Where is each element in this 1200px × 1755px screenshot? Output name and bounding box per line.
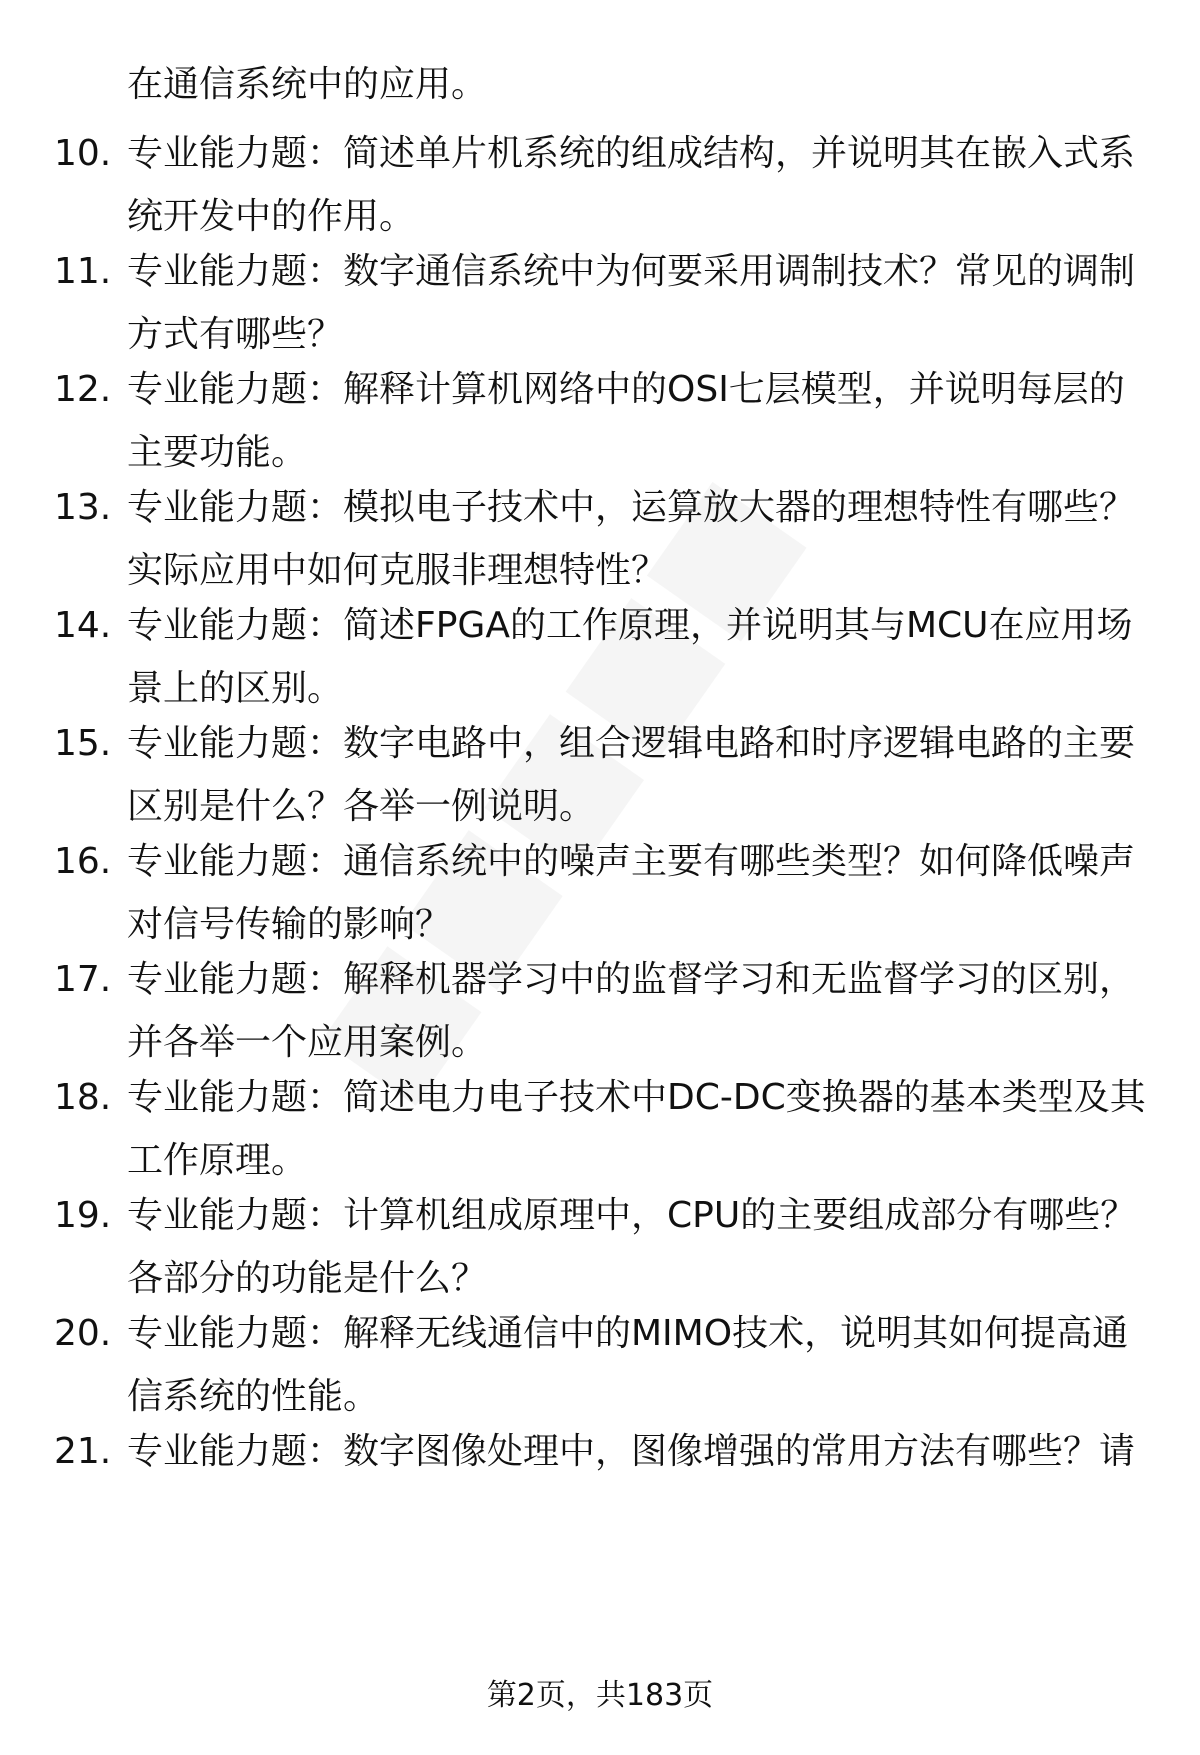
question-text: 专业能力题：模拟电子技术中，运算放大器的理想特性有哪些？ 实际应用中如何克服非理想特性？	[127, 487, 1136, 591]
question-number: 11.	[54, 251, 112, 292]
question-number: 10.	[54, 133, 112, 174]
question-number: 17.	[54, 959, 112, 1000]
question-number: 16.	[54, 841, 112, 882]
question-number: 20.	[54, 1313, 112, 1354]
question-text: 专业能力题：数字电路中，组合逻辑电路和时序逻辑电路的主要 区别是什么？各举一例说明。	[127, 723, 1136, 827]
question-number: 14.	[54, 605, 112, 646]
question-text: 专业能力题：数字图像处理中，图像增强的常用方法有哪些？请	[127, 1431, 1136, 1472]
question-number: 18.	[54, 1077, 112, 1118]
question-text: 专业能力题：解释计算机网络中的OSI七层模型，并说明每层的 主要功能。	[127, 369, 1125, 473]
continued-question-text: 在通信系统中的应用。	[127, 64, 488, 105]
question-text: 专业能力题：简述电力电子技术中DC-DC变换器的基本类型及其 工作原理。	[127, 1077, 1146, 1181]
question-text: 专业能力题：通信系统中的噪声主要有哪些类型？如何降低噪声 对信号传输的影响？	[127, 841, 1136, 945]
page-number-footer: 第2页，共183页	[486, 1678, 714, 1713]
question-number: 13.	[54, 487, 112, 528]
question-number: 15.	[54, 723, 112, 764]
question-text: 专业能力题：计算机组成原理中，CPU的主要组成部分有哪些？ 各部分的功能是什么？	[127, 1195, 1137, 1299]
question-text: 专业能力题：解释无线通信中的MIMO技术，说明其如何提高通 信系统的性能。	[127, 1313, 1129, 1417]
question-text: 专业能力题：简述单片机系统的组成结构，并说明其在嵌入式系 统开发中的作用。	[127, 133, 1136, 237]
question-number: 19.	[54, 1195, 112, 1236]
question-text: 专业能力题：简述FPGA的工作原理，并说明其与MCU在应用场 景上的区别。	[127, 605, 1133, 709]
question-number: 12.	[54, 369, 112, 410]
question-text: 专业能力题：数字通信系统中为何要采用调制技术？常见的调制 方式有哪些？	[127, 251, 1136, 355]
question-text: 专业能力题：解释机器学习中的监督学习和无监督学习的区别， 并各举一个应用案例。	[127, 959, 1136, 1063]
question-number: 21.	[54, 1431, 112, 1472]
